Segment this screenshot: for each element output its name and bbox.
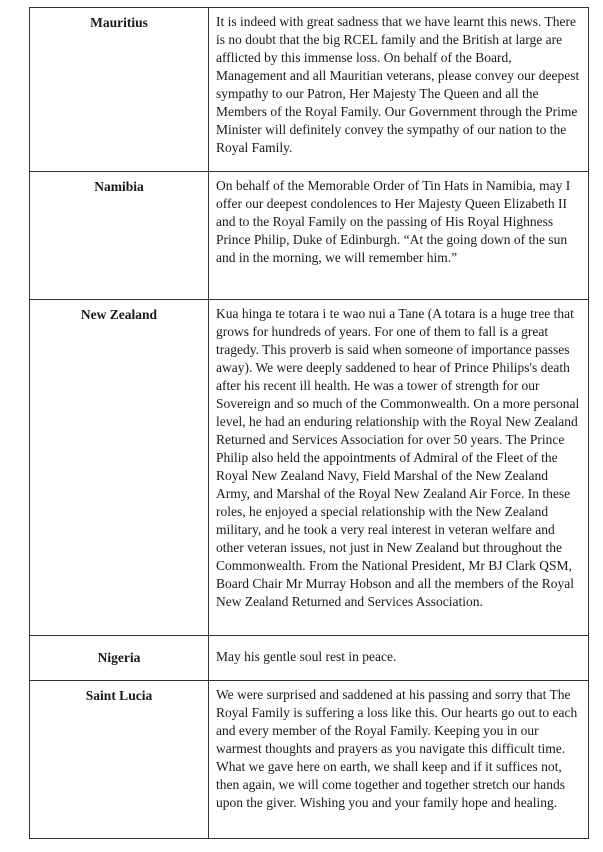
- country-cell: Saint Lucia: [30, 681, 209, 839]
- table-row: [30, 681, 589, 839]
- message-text: We were surprised and saddened at his passing and sorry that The Royal Family is suffering a loss like this. Our hearts go out to each and every member of the Royal Family. Keeping you in our warmest thoughts and prayers as you navigate this difficult time. What we gave here on earth, we shall keep and if it suffices not, then again, we will come together and together stretch our hands upon the giver. Wishing you and your family hope and healing.: [216, 687, 578, 810]
- table-row: [30, 636, 589, 681]
- country-cell: Mauritius: [30, 8, 209, 172]
- country-cell: Nigeria: [30, 636, 209, 681]
- country-cell: New Zealand: [30, 300, 209, 636]
- condolences-table: [29, 7, 589, 839]
- message-cell: [209, 172, 589, 300]
- message-cell: [209, 681, 589, 839]
- country-cell: Namibia: [30, 172, 209, 300]
- table-row: [30, 8, 589, 172]
- message-text: May his gentle soul rest in peace.: [216, 649, 397, 664]
- table-row: [30, 172, 589, 300]
- message-text: Kua hinga te totara i te wao nui a Tane (A totara is a huge tree that grows for hundreds of years. For one of them to fall is a great tragedy. This proverb is said when someone of importance passes away). We were deeply saddened to hear of Prince Philips's death after his recent ill health. He was a tower of strength for our Sovereign and so much of the Commonwealth. On a more personal level, he had an enduring relationship with the Royal New Zealand Returned and Services Association for over 50 years. The Prince Philip also held the appointments of Admiral of the Fleet of the Royal New Zealand Navy, Field Marshal of the New Zealand Army, and Marshal of the Royal New Zealand Air Force. In these roles, he enjoyed a special relationship with the New Zealand military, and he took a very real interest in veteran welfare and other veteran issues, not just in New Zealand but throughout the Commonwealth. From the National President, Mr BJ Clark QSM, Board Chair Mr Murray Hobson and all the members of the Royal New Zealand Returned and Services Association.: [216, 306, 580, 609]
- table-row: [30, 300, 589, 636]
- message-cell: [209, 636, 589, 681]
- message-cell: [209, 8, 589, 172]
- message-text: It is indeed with great sadness that we have learnt this news. There is no doubt that the big RCEL family and the British at large are afflicted by this immense loss. On behalf of the Board, Management and all Mauritian veterans, please convey our deepest sympathy to our Patron, Her Majesty The Queen and all the Members of the Royal Family. Our Government through the Prime Minister will definitely convey the sympathy of our nation to the Royal Family.: [216, 14, 580, 155]
- message-cell: [209, 300, 589, 636]
- message-text: On behalf of the Memorable Order of Tin Hats in Namibia, may I offer our deepest condolences to Her Majesty Queen Elizabeth II and to the Royal Family on the passing of His Royal Highness Prince Philip, Duke of Edinburgh. “At the going down of the sun and in the morning, we will remember him.”: [216, 178, 571, 265]
